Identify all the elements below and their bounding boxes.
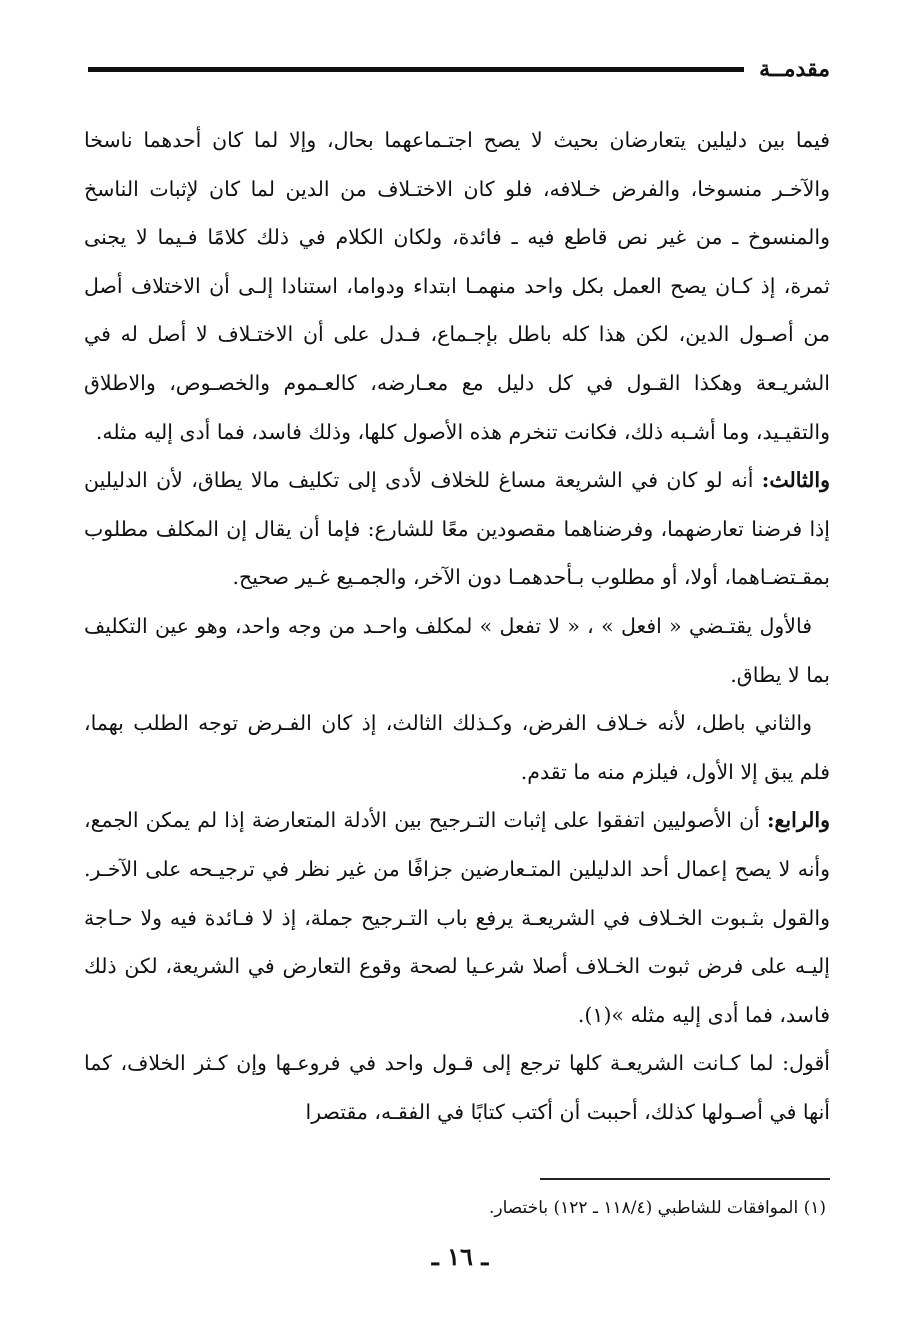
paragraph-lead: والرابع:: [766, 808, 830, 833]
footnote-rule: [540, 1178, 830, 1180]
paragraph-text: فالأول يقتـضي « افعل » ، « لا تفعل » لمكلف واحـد من وجه واحد، وهو عين التكليف بما لا يطاق.: [84, 613, 830, 687]
running-head: مقدمــة: [759, 56, 830, 82]
paragraph-text: أنه لو كان في الشريعة مساغ للخلاف لأدى إلى تكليف مالا يطاق، لأن الدليلين إذا فرضنا تعارضهما، وفرضناهما مقصودين معًا للشارع: فإما أن يقال إن المكلف مطلوب بمقـتضـاهما، أولا، أو مطلوب بـأحدهمـا دون الآخر، والجمـيع غـير صحيح.: [84, 468, 830, 590]
paragraph: [84, 456, 830, 602]
paragraph: [84, 116, 830, 456]
body-text: [84, 116, 830, 1136]
header-rule: [88, 67, 744, 72]
paragraph-text: أن الأصوليين اتفقوا على إثبات التـرجيح بين الأدلة المتعارضة إذا لم يمكن الجمع، وأنه لا يصح إعمال أحد الدليلين المتـعارضين جزافًا من غير نظر في ترجيـحه على الآخـر. والقول بثـبوت الخـلاف في الشريعـة يرفع باب التـرجيح جملة، إذ لا فـائدة فيه ولا حـاجة إليـه على فرض ثبوت الخـلاف أصلا شرعـيا لصحة وقوع التعارض في الشريعة، لكن ذلك فاسد، فما أدى إليه مثله »(١).: [84, 808, 830, 1027]
paragraph: [84, 602, 830, 699]
footnote: (١) الموافقات للشاطبي (١١٨/٤ ـ ١٢٢) باختصار.: [489, 1198, 826, 1218]
paragraph: [84, 796, 830, 1039]
page-header: [88, 52, 830, 88]
page-number: ـ ١٦ ـ: [431, 1242, 489, 1271]
paragraph: [84, 699, 830, 796]
paragraph: [84, 1039, 830, 1136]
paragraph-lead: والثالث:: [761, 468, 830, 493]
paragraph-text: فيما بين دليلين يتعارضان بحيث لا يصح اجتـماعهما بحال، وإلا لما كان أحدهما ناسخا والآخـر منسوخا، والفرض خـلافه، فلو كان الاختـلاف من الدين لما كان لإثبات الناسخ والمنسوخ ـ من غير نص قاطع فيه ـ فائدة، ولكان الكلام في ذلك كلامًا فـيما لا يجنى ثمرة، إذ كـان يصح العمل بكل واحد منهمـا ابتداء ودواما، استنادا إلـى أن الاختلاف أصل من أصـول الدين، لكن هذا كله باطل بإجـماع، فـدل على أن الاختـلاف لا أصل له في الشريـعة وهكذا القـول في كل دليل مع معـارضه، كالعـموم والخصـوص، والاطلاق والتقيـيد، وما أشـبه ذلك، فكانت تنخرم هذه الأصول كلها، وذلك فاسد، فما أدى إليه مثله.: [84, 128, 830, 444]
paragraph-text: أقول: لما كـانت الشريعـة كلها ترجع إلى قـول واحد في فروعـها وإن كـثر الخلاف، كما أنها في أصـولها كذلك، أحببت أن أكتب كتابًا في الفقـه، مقتصرا: [84, 1051, 830, 1124]
paragraph-text: والثاني باطل، لأنه خـلاف الفرض، وكـذلك الثالث، إذ كان الفـرض توجه الطلب بهما، فلم يبق إلا الأول، فيلزم منه ما تقدم.: [84, 711, 830, 784]
